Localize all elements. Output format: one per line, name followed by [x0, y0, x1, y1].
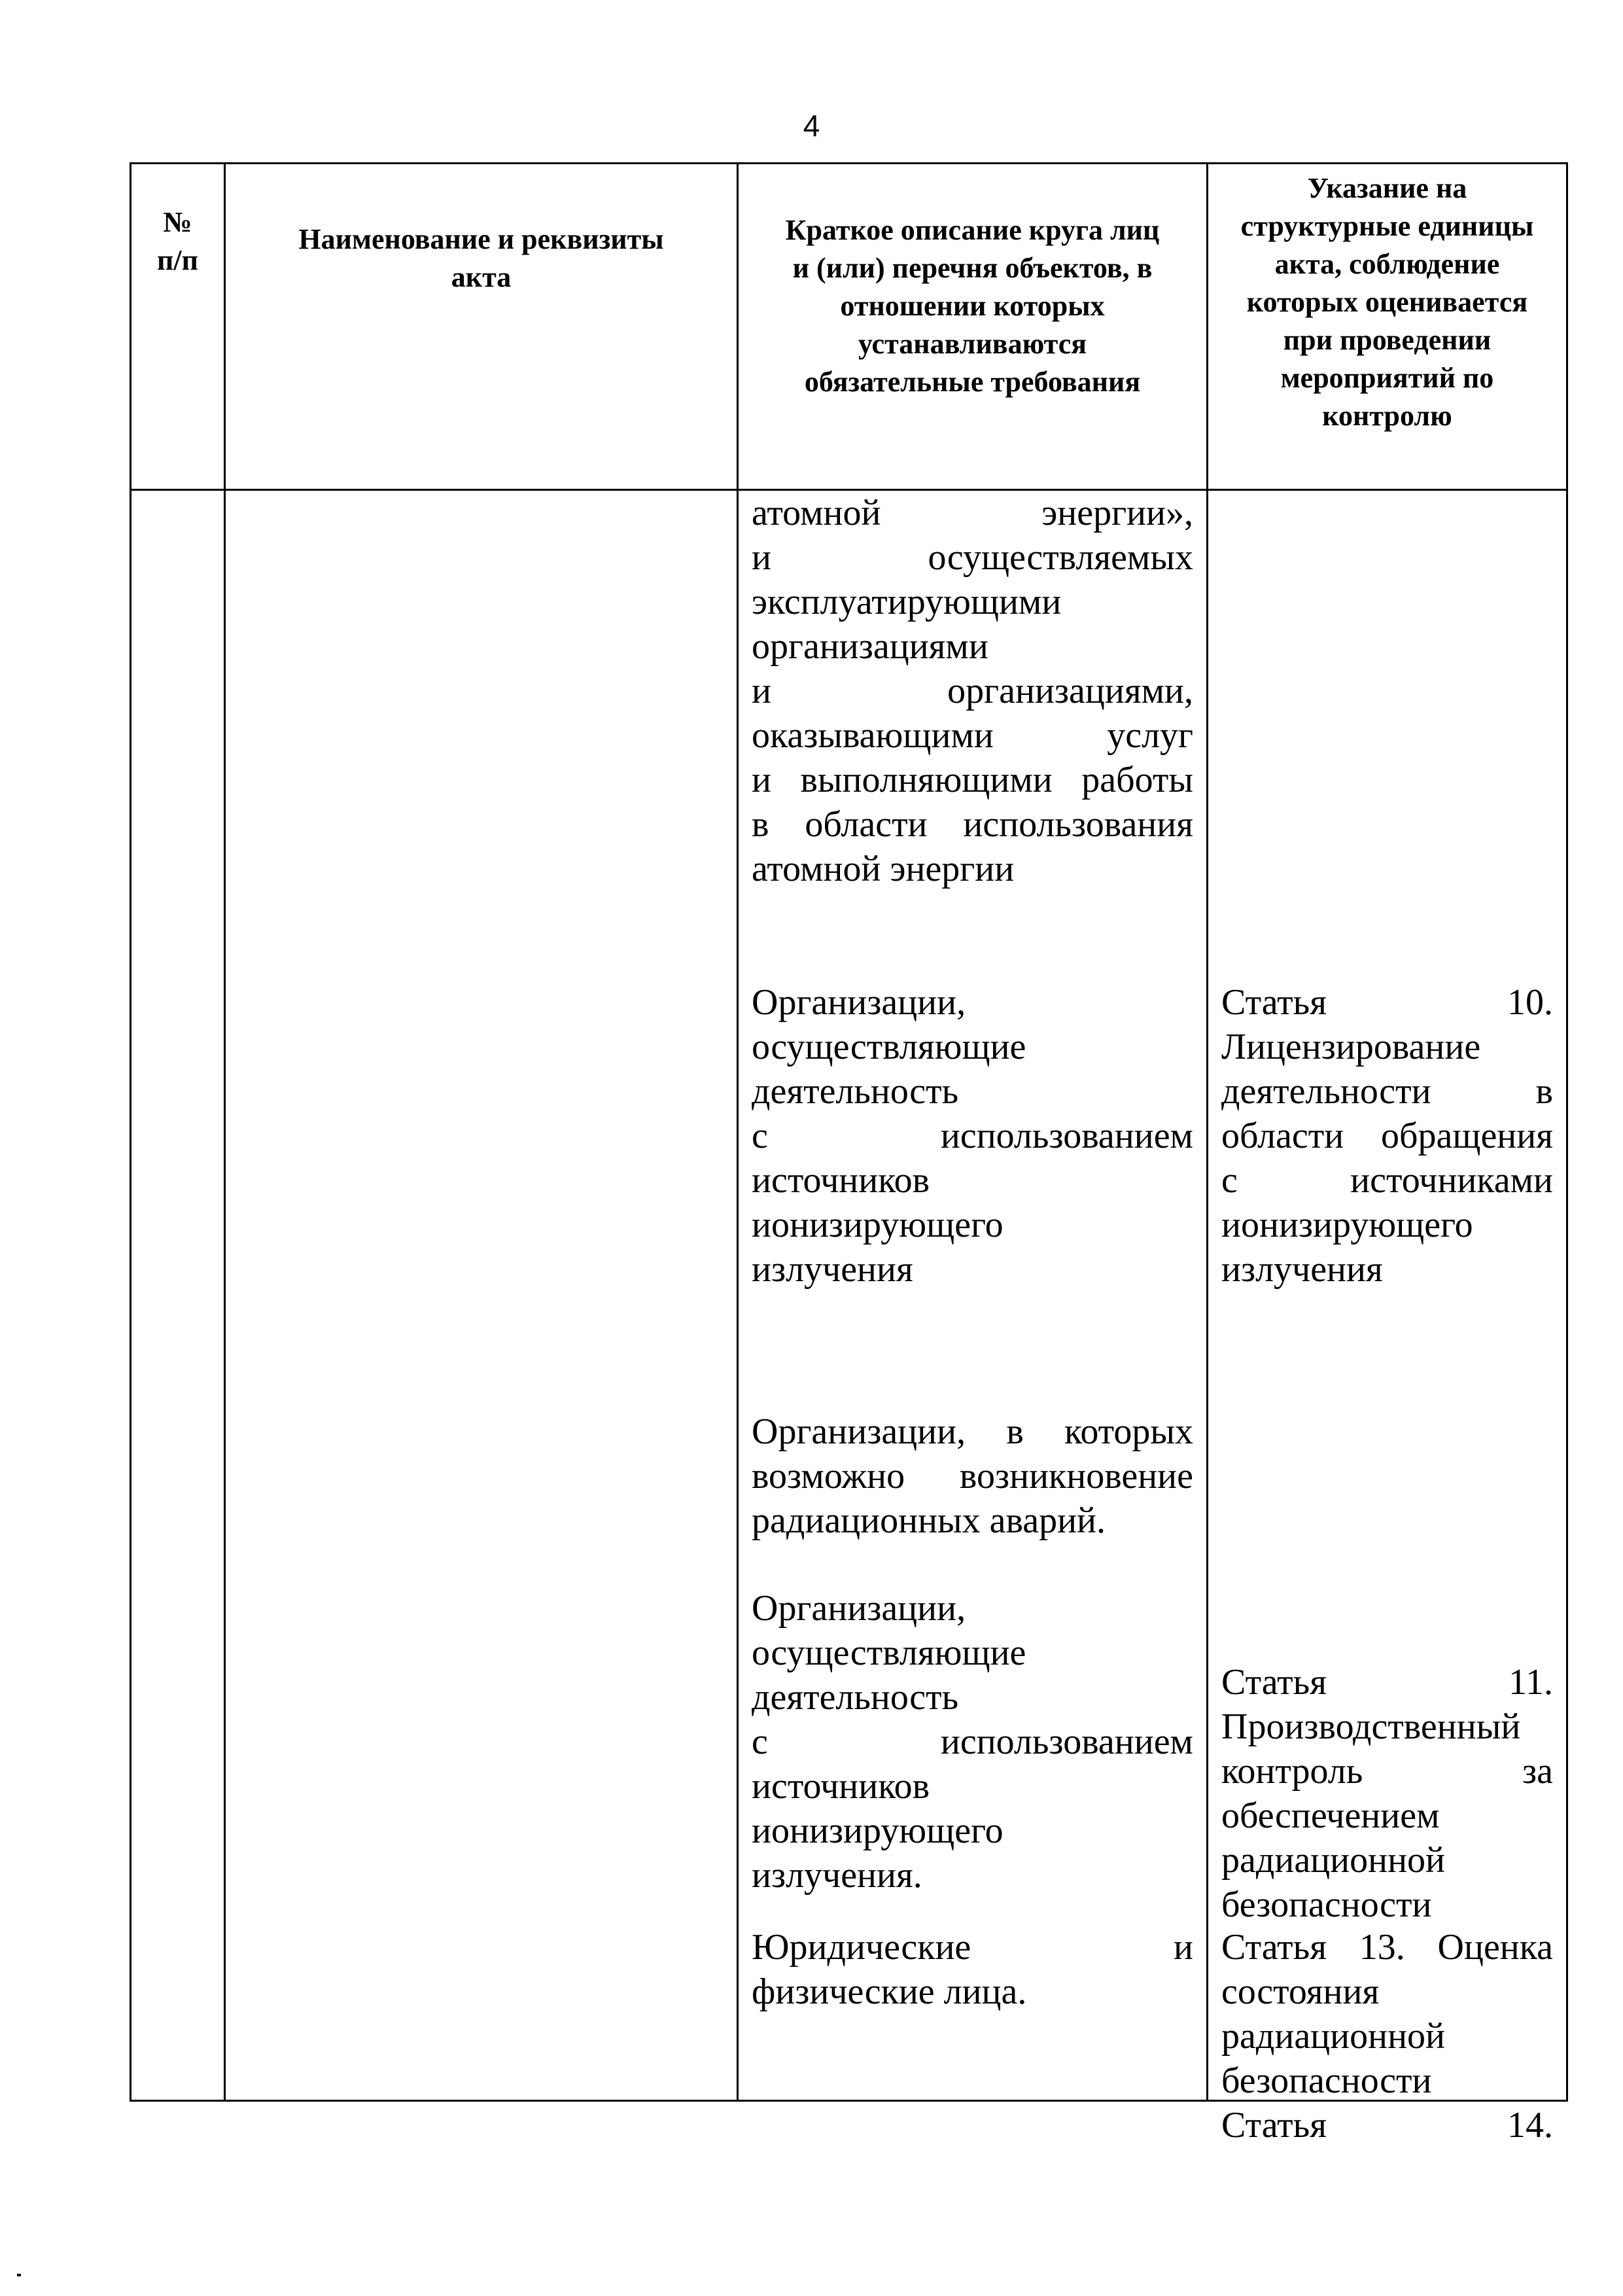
text-line: излучения [1221, 1249, 1383, 1290]
text-line: эксплуатирующими [752, 582, 1062, 622]
header-line: акта [451, 261, 512, 293]
header-line: мероприятий по [1280, 362, 1494, 394]
text-line: Лицензирование [1221, 1027, 1481, 1067]
text-line: оказывающими услуг [752, 715, 1193, 756]
text-line: Юридические и [752, 1927, 1193, 1968]
text-line: Организации, в которых [752, 1411, 1193, 1452]
description-block [752, 980, 1193, 1292]
header-line: акта, соблюдение [1274, 248, 1500, 280]
text-line: источников [752, 1766, 930, 1807]
text-line: радиационных аварий. [752, 1500, 1106, 1541]
header-line: Наименование и реквизиты [298, 223, 664, 255]
text-line: состояния [1221, 1971, 1380, 2012]
text-line: с использованием [752, 1116, 1193, 1156]
text-line: возможно возникновение [752, 1456, 1193, 1496]
text-line: области обращения [1221, 1116, 1553, 1156]
units-last-number: 14. [1507, 2105, 1553, 2146]
header-line: и (или) перечня объектов, в [792, 252, 1153, 284]
header-line: отношении которых [840, 290, 1105, 322]
cell-description [738, 490, 1208, 2101]
cell-act-name [225, 490, 738, 2101]
text-line: радиационной [1221, 2016, 1446, 2057]
text-line: и осуществляемых [752, 537, 1193, 578]
header-line: Краткое описание круга лиц [785, 214, 1160, 246]
text-line: осуществляющие [752, 1027, 1026, 1067]
description-block [752, 1925, 1193, 2014]
text-line: безопасности [1221, 1884, 1432, 1925]
requirements-table [130, 162, 1568, 2146]
scan-speck [17, 2274, 21, 2276]
text-line: Статья 13. Оценка [1221, 1927, 1553, 1968]
text-line [1221, 2103, 1553, 2147]
header-line: структурные единицы [1240, 210, 1534, 242]
header-number [131, 164, 225, 490]
text-line: с источниками [1221, 1160, 1553, 1201]
header-line: п/п [157, 244, 198, 276]
text-line: атомной энергии [752, 849, 1015, 889]
header-line: обязательные требования [804, 366, 1141, 398]
table-row [131, 490, 1567, 2101]
text-line: ионизирующего [1221, 1205, 1473, 1245]
units-block [1221, 980, 1553, 1292]
header-structural-units [1208, 164, 1567, 490]
header-line: Указание на [1307, 172, 1467, 204]
header-line: при проведении [1283, 324, 1492, 356]
table-header-row [131, 164, 1567, 490]
description-block [752, 1409, 1193, 1543]
units-block [1221, 1660, 1553, 1927]
units-block [1221, 2103, 1553, 2147]
text-line: с использованием [752, 1722, 1193, 1762]
description-block [752, 1586, 1193, 1898]
text-line: и выполняющими работы [752, 760, 1193, 800]
text-line: излучения [752, 1249, 913, 1290]
text-line: деятельности в [1221, 1071, 1553, 1112]
text-line: ионизирующего [752, 1205, 1003, 1245]
header-line: которых оценивается [1246, 286, 1528, 318]
text-line: Статья 10. [1221, 982, 1553, 1023]
text-line: радиационной [1221, 1840, 1446, 1881]
text-line: деятельность [752, 1677, 959, 1718]
text-line: в области использования [752, 804, 1193, 845]
units-last-word: Статья [1221, 2105, 1327, 2146]
text-line: Производственный [1221, 1706, 1521, 1747]
description-block [752, 491, 1193, 891]
header-line: устанавливаются [858, 328, 1087, 360]
header-act-name [225, 164, 738, 490]
text-line: источников [752, 1160, 930, 1201]
text-line: контроль за [1221, 1751, 1553, 1792]
header-line: контролю [1322, 400, 1452, 432]
text-line: физические лица. [752, 1971, 1027, 2012]
text-line: Организации, [752, 982, 966, 1023]
text-line: обеспечением [1221, 1795, 1440, 1836]
text-line: и организациями, [752, 671, 1193, 711]
text-line: организациями [752, 626, 988, 667]
text-line: ионизирующего [752, 1810, 1003, 1851]
text-line: атомной энергии», [752, 493, 1193, 533]
text-line: Организации, [752, 1588, 966, 1629]
text-line: излучения. [752, 1855, 922, 1896]
header-line: № [163, 206, 192, 238]
header-description [738, 164, 1208, 490]
page-number: 4 [803, 109, 820, 143]
text-line: безопасности [1221, 2060, 1432, 2101]
cell-structural-units [1208, 490, 1567, 2146]
cell-number [131, 490, 225, 2101]
units-block [1221, 1925, 1553, 2103]
text-line: осуществляющие [752, 1633, 1026, 1673]
text-line: деятельность [752, 1071, 959, 1112]
text-line: Статья 11. [1221, 1662, 1553, 1703]
